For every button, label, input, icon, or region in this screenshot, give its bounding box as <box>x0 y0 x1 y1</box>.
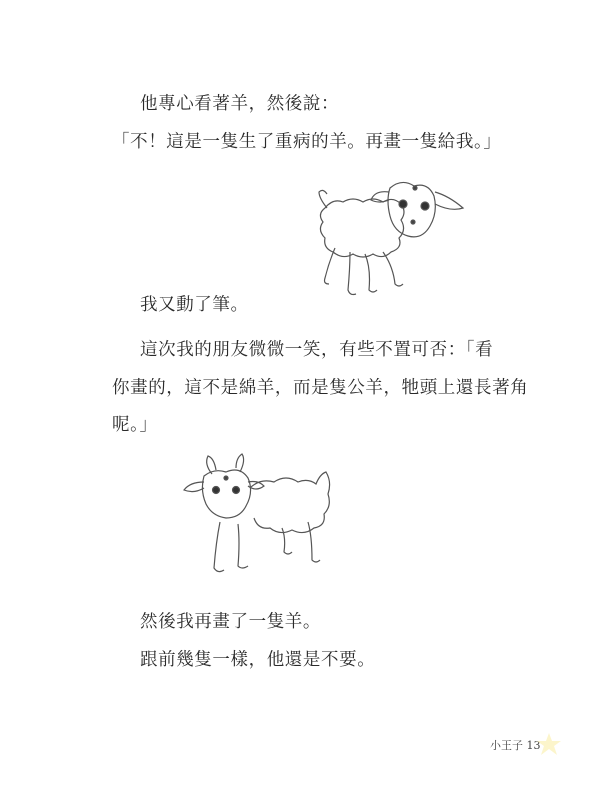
text-line: 跟前幾隻一樣，他還是不要。 <box>140 650 376 670</box>
text-line: 你畫的，這不是綿羊，而是隻公羊，牠頭上還長著角 <box>112 378 529 398</box>
sick-sheep-illustration <box>305 178 470 303</box>
text-line: 我又動了筆。 <box>140 295 249 315</box>
text-line: 然後我再畫了一隻羊。 <box>140 612 321 632</box>
ram-illustration <box>182 452 337 582</box>
page-footer <box>490 737 541 753</box>
text-line: 「不！這是一隻生了重病的羊。再畫一隻給我。」 <box>112 132 502 152</box>
text-line: 他專心看著羊，然後說： <box>140 94 340 114</box>
star-icon <box>536 732 562 756</box>
page-number: 13 <box>526 739 541 752</box>
book-title: 小王子 <box>490 739 523 752</box>
text-line: 呢。」 <box>112 415 158 435</box>
text-line: 這次我的朋友微微一笑，有些不置可否：「看 <box>140 340 494 360</box>
